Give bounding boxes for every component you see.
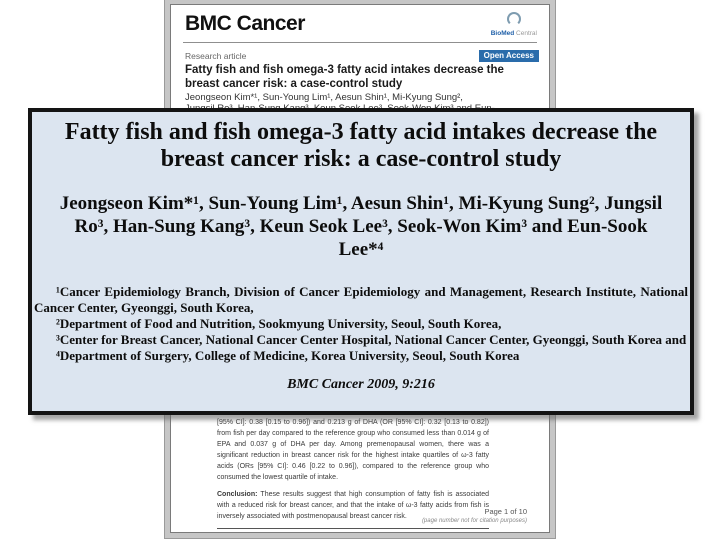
citation-note: (page number not for citation purposes) [421, 518, 527, 524]
journal-masthead [185, 12, 539, 36]
page-footer [422, 507, 527, 524]
abstract-results-text: [95% CI]: 0.38 [0.15 to 0.96]) and 0.213 g of DHA (OR [95% CI]: 0.32 [0.13 to 0.82]) from fish per day compared to the reference group who consumed less than 0.014 g of EPA and 0.037 g of DHA per day. Among premenopausal women, there was a significant reduction in breast cancer risk for the highest intake quartiles of ω-3 fatty acids (ORs [95% CI]: 0.46 [0.22 to 0.96]), compared to the reference group who consumed the lowest quartile of intake. [217, 419, 489, 482]
affiliation-3: ³Center for Breast Cancer, National Cancer Center Hospital, National Cancer Center, Gyeonggi, South Korea and [56, 331, 687, 347]
page-number: Page 1 of 10 [484, 507, 527, 516]
conclusion-label: Conclusion: [217, 491, 258, 499]
overlay-article-title: Fatty fish and fish omega-3 fatty acid intakes decrease the breast cancer risk: a case-control study [64, 119, 658, 172]
article-meta-row [185, 50, 539, 62]
affiliation-1: ¹Cancer Epidemiology Branch, Division of Cancer Epidemiology and Management, Research Institute, National Cancer Center, Gyeonggi, South Korea, [34, 284, 688, 316]
article-type-label: Research article [185, 51, 247, 61]
abstract-end-rule [217, 528, 489, 529]
open-access-badge: Open Access [479, 50, 539, 62]
title-overlay-box [28, 108, 694, 415]
affiliation-2: ²Department of Food and Nutrition, Sookmyung University, Seoul, South Korea, [56, 315, 502, 331]
overlay-affiliations [34, 284, 688, 363]
affiliation-4: ⁴Department of Surgery, College of Medicine, Korea University, Seoul, South Korea [56, 347, 520, 363]
journal-citation: BMC Cancer 2009, 9:216 [287, 376, 435, 392]
journal-title: BMC Cancer [185, 12, 305, 35]
conclusion-text: These results suggest that high consumption of fatty fish is associated with a reduced risk for breast cancer, and that the intake of ω-3 fatty acids from fish is inversely associated with postmenopausal breast cancer risk. [217, 491, 489, 521]
logo-central-text: Central [516, 30, 537, 37]
logo-biomed-text: BioMed [490, 30, 515, 37]
page-author-line-1: Jeongseon Kim*¹, Sun-Young Lim¹, Aesun Shin¹, Mi-Kyung Sung², [185, 92, 463, 103]
biomed-central-logo [491, 12, 537, 38]
biomed-central-ring-icon [507, 12, 521, 26]
masthead-divider [183, 42, 537, 43]
page-article-title: Fatty fish and fish omega-3 fatty acid intakes decrease the breast cancer risk: a case-control study [185, 64, 504, 90]
overlay-author-list: Jeongseon Kim*¹, Sun-Young Lim¹, Aesun Shin¹, Mi-Kyung Sung², Jungsil Ro³, Han-Sung Kang³, Keun Seok Lee³, Seok-Won Kim³ and Eun-Sook Lee*⁴ [59, 192, 663, 261]
